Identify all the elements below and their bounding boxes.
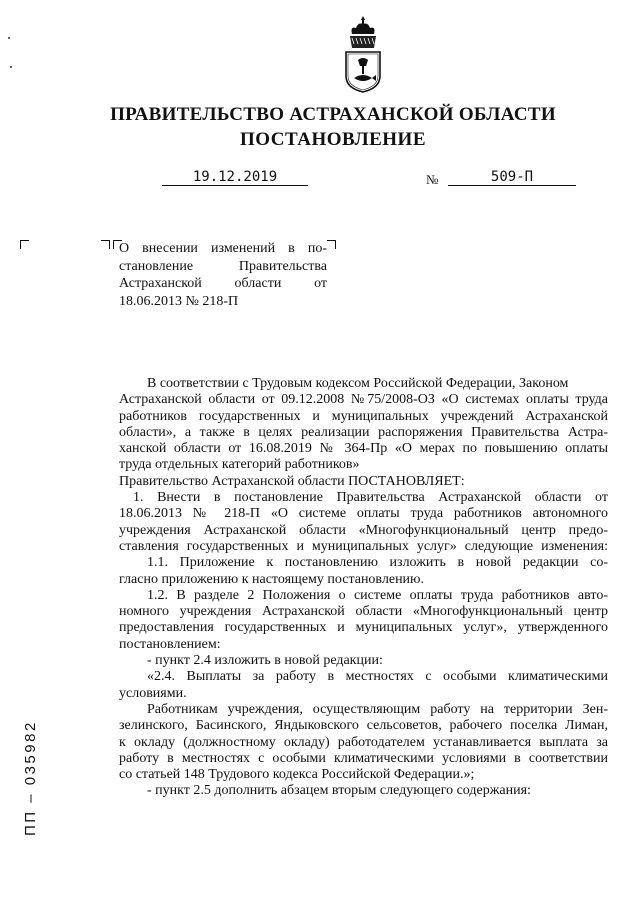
text-line: работу в местностях с особыми климатическими условиями в соответствии — [119, 750, 608, 766]
paragraph-1-2 — [119, 588, 608, 653]
text-line: 1.2. В разделе 2 Положения о системе оплаты труда работников авто- — [147, 587, 608, 603]
corner-mark-subject-left-outer — [101, 240, 110, 249]
corner-mark-subject-right — [327, 240, 336, 249]
form-serial-code — [22, 706, 46, 836]
paragraph-1-1 — [119, 555, 608, 588]
decree-subject — [119, 240, 327, 310]
subject-line: становление Правительства — [119, 258, 327, 274]
workers-paragraph — [119, 702, 608, 783]
text-line: 1. Внести в постановление Правительства Астраханской области от — [133, 490, 608, 506]
scan-speck — [10, 66, 12, 68]
corner-mark-left — [20, 240, 29, 249]
item-2-4: - пункт 2.4 изложить в новой редакции: — [147, 653, 383, 669]
quote-2-4 — [119, 669, 608, 702]
decree-date: 19.12.2019 — [162, 170, 308, 186]
text-line: «2.4. Выплаты за работу в местностях с особыми климатическими — [147, 669, 608, 685]
subject-line: Астраханской области от — [119, 276, 327, 291]
document-type-title: ПОСТАНОВЛЕНИЕ — [239, 129, 427, 150]
text-line: работников государственных и муниципальных учреждений Астраханской — [119, 408, 608, 424]
text-line: зелинского, Басинского, Яндыковского сельсоветов, рабочего поселка Лиман, — [119, 718, 608, 734]
government-title: ПРАВИТЕЛЬСТВО АСТРАХАНСКОЙ ОБЛАСТИ — [110, 104, 556, 125]
text-line: В соответствии с Трудовым кодексом Российской Федерации, Законом — [147, 376, 569, 391]
subject-line: 18.06.2013 № 218-П — [119, 293, 239, 309]
text-line: предоставления государственных и муниципальных услуг», утвержденного — [119, 620, 608, 636]
text-line: учреждения Астраханской области «Многофункциональный центр предо- — [119, 522, 608, 538]
text-line: Работникам учреждения, осуществляющим работу на территории Зен- — [147, 701, 608, 717]
text-line: области», а также в целях реализации распоряжения Правительства Астра- — [119, 424, 608, 440]
item-2-5: - пункт 2.5 дополнить абзацем вторым следующего содержания: — [147, 783, 531, 799]
intro-paragraph — [119, 376, 608, 474]
text-line: ханской области от 16.08.2019 № 364-Пр «О мерах по повышению оплаты — [119, 441, 608, 457]
text-line: Астраханской области от 09.12.2008 №75/2008-ОЗ «О системах оплаты труда — [119, 392, 608, 408]
subject-line: О внесении изменений в по- — [119, 241, 327, 256]
text-line: номного учреждения Астраханской области «Многофункциональный центр — [119, 604, 608, 620]
text-line: к окладу (должностному окладу) работодателем устанавливается выплата за — [119, 734, 608, 750]
text-line: 1.1. Приложение к постановлению изложить в новой редакции со- — [147, 555, 608, 571]
text-line: гласно приложению к настоящему постановлению. — [119, 571, 425, 587]
paragraph-1 — [119, 490, 608, 555]
astrakhan-coat-of-arms-icon — [338, 14, 388, 94]
decree-body — [119, 376, 608, 800]
text-line: ставления государственных и муниципальных услуг» следующие изменения: — [119, 538, 608, 554]
resolves-line: Правительство Астраханской области ПОСТАНОВЛЯЕТ: — [119, 473, 465, 489]
text-line: со статьей 148 Трудового кодекса Российской Федерации.»; — [119, 767, 475, 783]
text-line: 18.06.2013 № 218-П «О системе оплаты труда работников автономного — [119, 506, 608, 522]
form-serial-text: ПП – 035982 — [22, 720, 39, 836]
text-line: труда отдельных категорий работников» — [119, 457, 360, 473]
decree-number: 509-П — [448, 170, 576, 186]
text-line: условиями. — [119, 685, 187, 701]
scan-speck — [8, 37, 10, 39]
number-label: № — [426, 172, 439, 187]
text-line: постановлением: — [119, 636, 221, 652]
